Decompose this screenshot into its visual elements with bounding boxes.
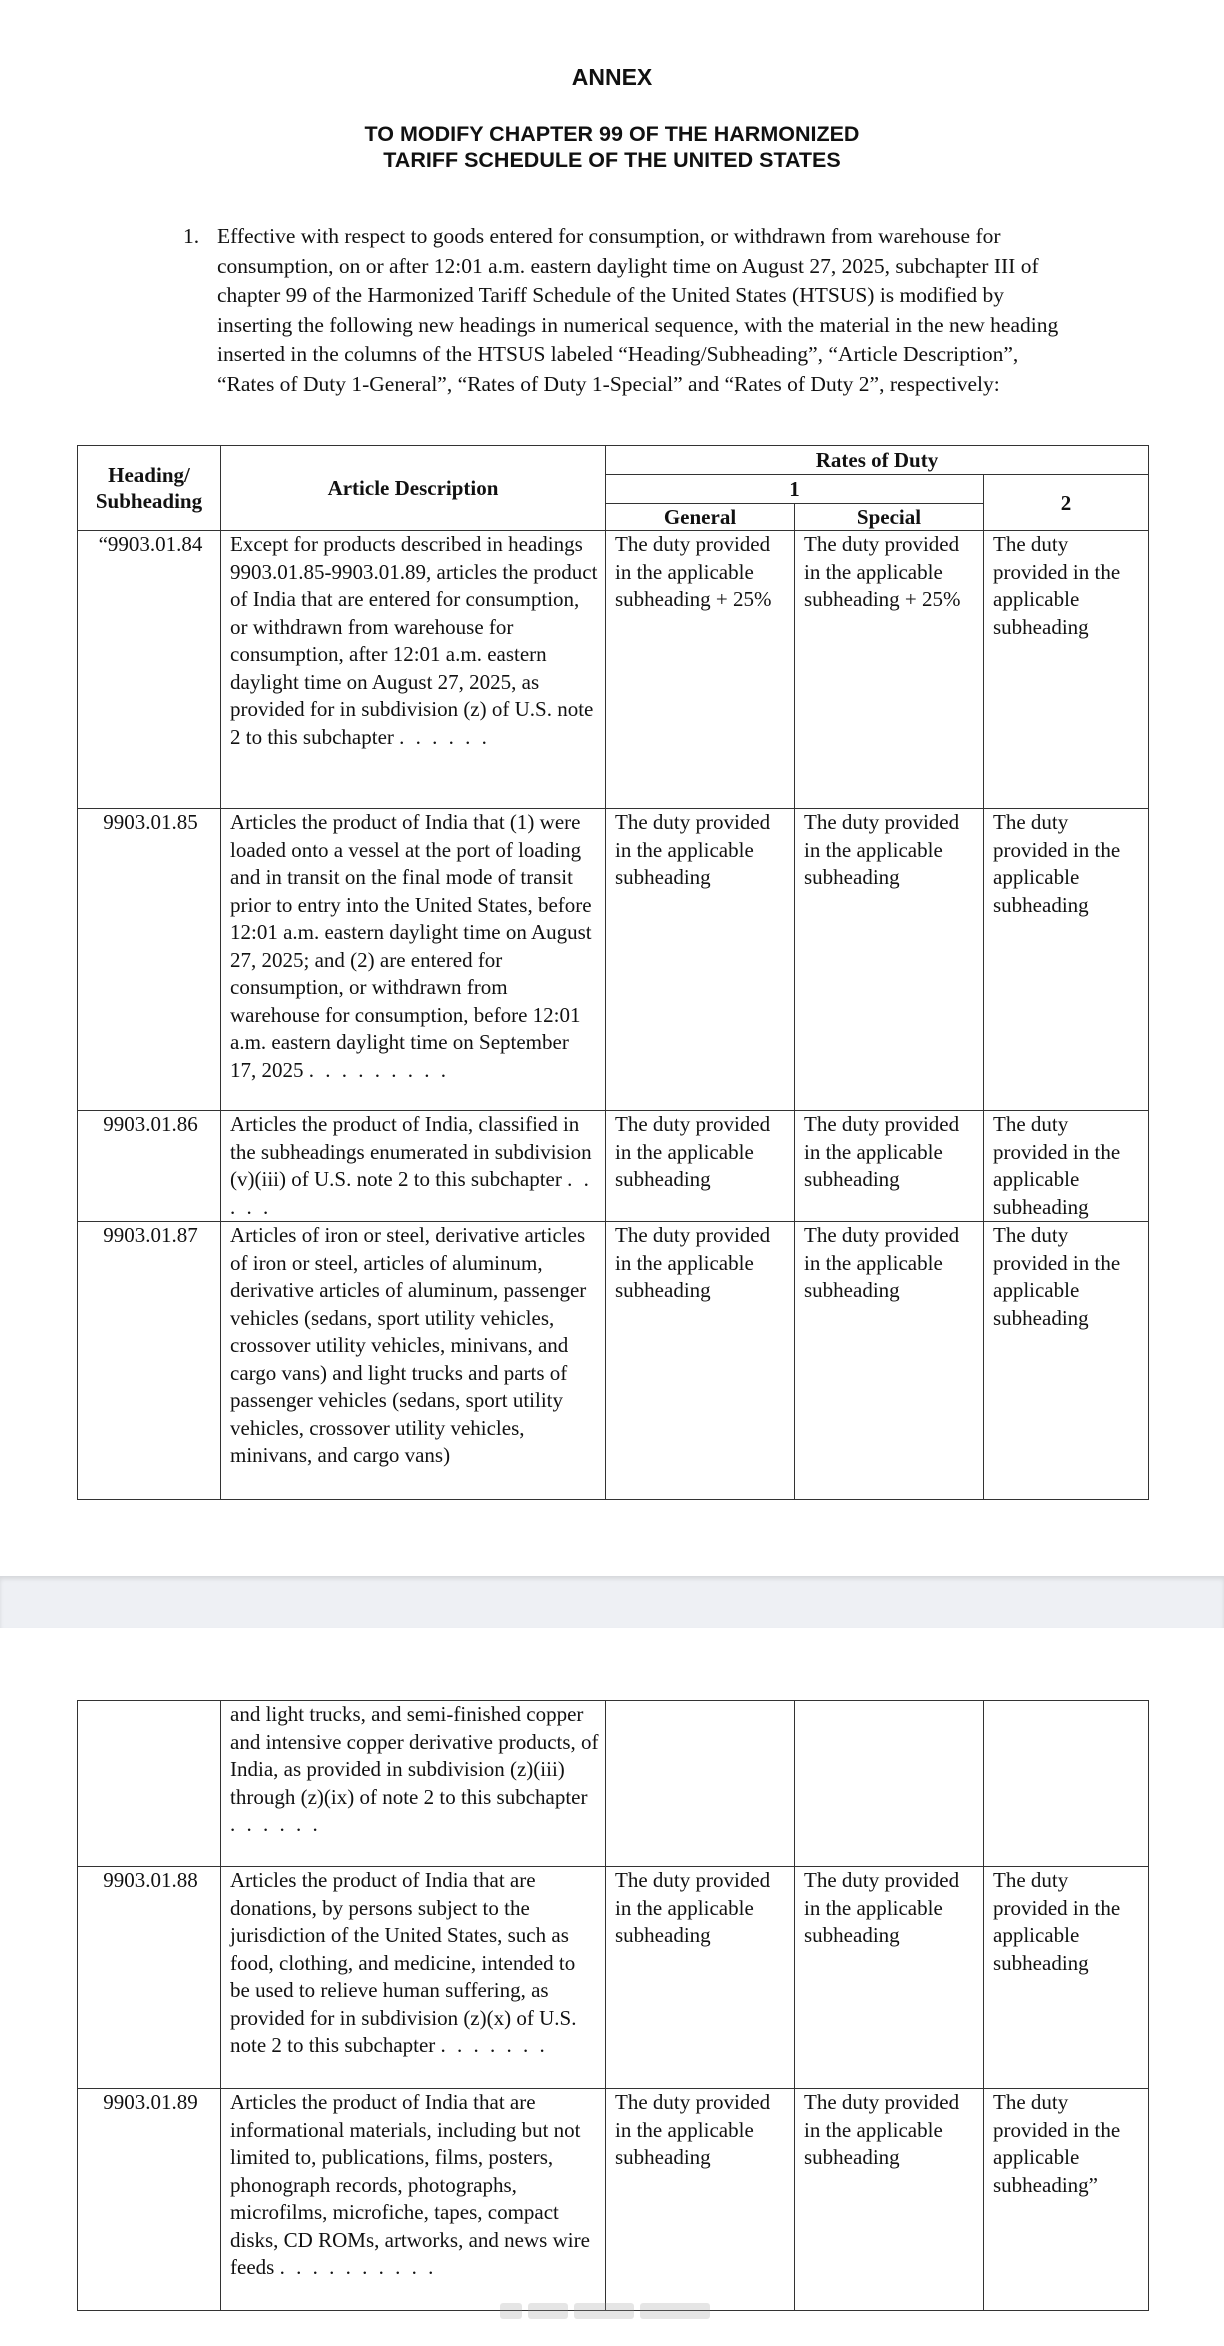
annex-subtitle bbox=[0, 121, 1224, 173]
header-column-1: 1 bbox=[606, 475, 984, 504]
table-row bbox=[78, 1111, 1149, 1222]
table-row bbox=[78, 1867, 1149, 2089]
document-page-2 bbox=[0, 1628, 1224, 2346]
rate-general: The duty provided in the applicable subheading bbox=[606, 2089, 795, 2311]
rate-general: The duty provided in the applicable subheading bbox=[606, 1111, 795, 1222]
article-description: and light trucks, and semi-finished copper and intensive copper derivative products, of India, as provided in subdivision (z)(iii) through (z)(ix) of note 2 to this subchapter . . . . . . bbox=[221, 1701, 606, 1867]
rate-column-2: The duty provided in the applicable subheading bbox=[984, 531, 1149, 809]
header-general: General bbox=[606, 504, 795, 531]
intro-number: 1. bbox=[183, 224, 200, 248]
table-row bbox=[78, 809, 1149, 1111]
header-column-2: 2 bbox=[984, 475, 1149, 531]
rate-column-2: The duty provided in the applicable subheading bbox=[984, 1111, 1149, 1222]
heading-number bbox=[78, 1701, 221, 1867]
rate-column-2: The duty provided in the applicable subheading bbox=[984, 1222, 1149, 1500]
subtitle-line-2: TARIFF SCHEDULE OF THE UNITED STATES bbox=[383, 148, 841, 172]
rate-column-2: The duty provided in the applicable subheading bbox=[984, 809, 1149, 1111]
heading-number: 9903.01.87 bbox=[78, 1222, 221, 1500]
rate-special: The duty provided in the applicable subheading bbox=[795, 1222, 984, 1500]
table-row bbox=[78, 531, 1149, 809]
rate-column-2 bbox=[984, 1701, 1149, 1867]
watermark-logo bbox=[500, 2302, 725, 2332]
heading-number: 9903.01.89 bbox=[78, 2089, 221, 2311]
rate-special bbox=[795, 1701, 984, 1867]
article-description: Except for products described in headings 9903.01.85-9903.01.89, articles the product of India that are entered for consumption, or withdrawn from warehouse for consumption, after 12:01 a.m. eastern daylight time on August 27, 2025, as provided for in subdivision (z) of U.S. note 2 to this subchapter . . . . . . bbox=[221, 531, 606, 809]
subtitle-line-1: TO MODIFY CHAPTER 99 OF THE HARMONIZED bbox=[364, 122, 860, 146]
rate-special: The duty provided in the applicable subheading bbox=[795, 2089, 984, 2311]
heading-number: 9903.01.88 bbox=[78, 1867, 221, 2089]
heading-number: 9903.01.85 bbox=[78, 809, 221, 1111]
rate-special: The duty provided in the applicable subheading bbox=[795, 809, 984, 1111]
rate-general bbox=[606, 1701, 795, 1867]
header-rates-of-duty: Rates of Duty bbox=[606, 446, 1149, 475]
intro-text: Effective with respect to goods entered for consumption, or withdrawn from warehouse for consumption, on or after 12:01 a.m. eastern daylight time on August 27, 2025, subchapter III of chapter 99 of the Harmonized Tariff Schedule of the United States (HTSUS) is modified by inserting the following new headings in numerical sequence, with the material in the new heading inserted in the columns of the HTSUS labeled “Heading/Subheading”, “Article Description”, “Rates of Duty 1-General”, “Rates of Duty 1-Special” and “Rates of Duty 2”, respectively: bbox=[217, 224, 1059, 396]
article-description: Articles the product of India, classified in the subheadings enumerated in subdivision (v)(iii) of U.S. note 2 to this subchapter . . . . . bbox=[221, 1111, 606, 1222]
rate-special: The duty provided in the applicable subheading bbox=[795, 1867, 984, 2089]
heading-number: 9903.01.86 bbox=[78, 1111, 221, 1222]
article-description: Articles of iron or steel, derivative articles of iron or steel, articles of aluminum, derivative articles of aluminum, passenger vehicles (sedans, sport utility vehicles, crossover utility vehicles, minivans, and cargo vans) and light trucks and parts of passenger vehicles (sedans, sport utility vehicles, crossover utility vehicles, minivans, and cargo vans) bbox=[221, 1222, 606, 1500]
table-row bbox=[78, 2089, 1149, 2311]
intro-paragraph bbox=[183, 222, 1063, 399]
rate-general: The duty provided in the applicable subheading bbox=[606, 1867, 795, 2089]
tariff-table-page-2 bbox=[77, 1700, 1149, 2311]
rate-general: The duty provided in the applicable subheading bbox=[606, 1222, 795, 1500]
heading-number: “9903.01.84 bbox=[78, 531, 221, 809]
table-row bbox=[78, 1222, 1149, 1500]
table-row bbox=[78, 1701, 1149, 1867]
rate-general: The duty provided in the applicable subheading bbox=[606, 809, 795, 1111]
header-article-description: Article Description bbox=[221, 446, 606, 531]
rate-column-2: The duty provided in the applicable subheading bbox=[984, 1867, 1149, 2089]
header-special: Special bbox=[795, 504, 984, 531]
annex-title: ANNEX bbox=[571, 64, 653, 90]
rate-general: The duty provided in the applicable subheading + 25% bbox=[606, 531, 795, 809]
header-heading-subheading: Heading/ Subheading bbox=[78, 446, 221, 531]
article-description: Articles the product of India that are donations, by persons subject to the jurisdiction of the United States, such as food, clothing, and medicine, intended to be used to relieve human suffering, as provided for in subdivision (z)(x) of U.S. note 2 to this subchapter . . . . . . . bbox=[221, 1867, 606, 2089]
tariff-table-page-1 bbox=[77, 445, 1149, 1500]
article-description: Articles the product of India that are informational materials, including but not limited to, publications, films, posters, phonograph records, photographs, microfilms, microfiche, tapes, compact disks, CD ROMs, artworks, and news wire feeds . . . . . . . . . . bbox=[221, 2089, 606, 2311]
article-description: Articles the product of India that (1) were loaded onto a vessel at the port of loading and in transit on the final mode of transit prior to entry into the United States, before 12:01 a.m. eastern daylight time on August 27, 2025; and (2) are entered for consumption, or withdrawn from warehouse for consumption, before 12:01 a.m. eastern daylight time on September 17, 2025 . . . . . . . . . bbox=[221, 809, 606, 1111]
rate-column-2: The duty provided in the applicable subheading” bbox=[984, 2089, 1149, 2311]
rate-special: The duty provided in the applicable subheading bbox=[795, 1111, 984, 1222]
rate-special: The duty provided in the applicable subheading + 25% bbox=[795, 531, 984, 809]
page-separator bbox=[0, 1576, 1224, 1628]
